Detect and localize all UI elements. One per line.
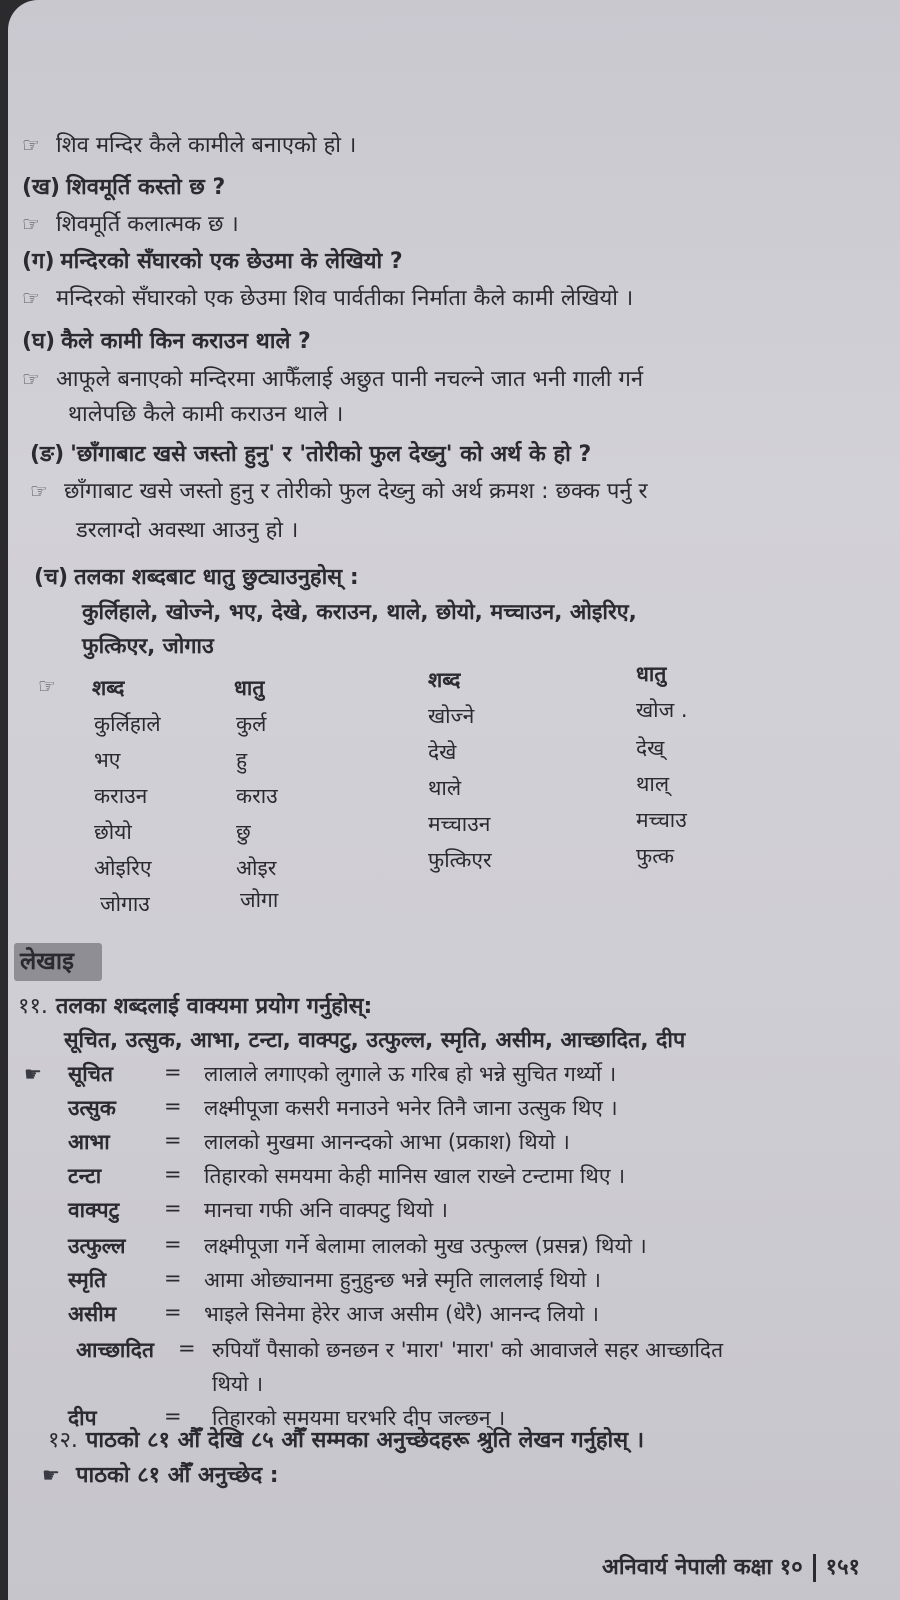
footer-divider <box>813 1554 816 1582</box>
table-cell-root: ओइर <box>236 856 277 880</box>
question-cha: (च) तलका शब्दबाट धातु छुट्याउनुहोस् : <box>34 565 359 590</box>
answer-nga-cont: डरलाग्दो अवस्था आउनु हो । <box>76 518 299 543</box>
q12-sub: ☛ पाठको ८१ औँ अनुच्छेद : <box>42 1460 279 1491</box>
table-cell-word: ओइरिए <box>94 856 152 880</box>
sentence-word: टन्टा <box>68 1164 102 1188</box>
section-heading: लेखाइ <box>20 947 74 975</box>
example-sentence: तिहारको समयमा केही मानिस खाल राख्ने टन्टामा थिए । <box>204 1164 626 1188</box>
table-cell-word: छोयो <box>94 820 132 844</box>
page-number: १५१ <box>825 1555 860 1580</box>
table-cell-word: फुत्किएर <box>428 848 492 872</box>
table-header-root-right: धातु <box>636 662 667 686</box>
example-sentence: थियो । <box>212 1372 264 1396</box>
pointing-hand-icon: ☞ <box>22 286 40 310</box>
example-sentence: लालाले लगाएको लुगाले ऊ गरिब हो भन्ने सुचित गर्थ्यो । <box>204 1062 617 1086</box>
pointing-hand-icon: ☛ <box>24 1062 42 1086</box>
pointing-hand-icon: ☞ <box>22 367 40 391</box>
example-sentence: तिहारको समयमा घरभरि दीप जल्छन् । <box>212 1406 506 1430</box>
sentence-word: उत्सुक <box>68 1096 116 1120</box>
answer-gha: ☞ आफूले बनाएको मन्दिरमा आफैँलाई अछुत पानी नचल्ने जात भनी गाली गर्न <box>22 364 643 395</box>
equals-sign: = <box>164 1196 182 1220</box>
table-cell-root: खोज . <box>636 698 688 722</box>
table-cell-root: थाल् <box>636 772 670 796</box>
pointing-hand-icon: ☛ <box>42 1463 60 1487</box>
equals-sign: = <box>164 1060 182 1084</box>
equals-sign: = <box>164 1094 182 1118</box>
pointing-hand-icon: ☞ <box>22 212 40 236</box>
equals-sign: = <box>164 1300 182 1324</box>
pointing-hand-icon: ☞ <box>22 133 40 157</box>
answer-ga: ☞ मन्दिरको सँघारको एक छेउमा शिव पार्वतीका निर्माता कैले कामी लेखियो । <box>22 283 633 314</box>
equals-sign: = <box>164 1266 182 1290</box>
table-cell-root: कराउ <box>236 784 278 808</box>
table-cell-root: फुत्क <box>636 844 674 868</box>
example-sentence: लक्ष्मीपूजा कसरी मनाउने भनेर तिनै जाना उत्सुक थिए । <box>204 1096 618 1120</box>
table-cell-word: खोज्ने <box>428 704 475 728</box>
table-cell-root: हु <box>236 748 248 772</box>
table-header-root-left: धातु <box>234 676 265 700</box>
answer-ka: ☞ शिव मन्दिर कैले कामीले बनाएको हो । <box>22 130 356 161</box>
table-cell-word: जोगाउ <box>100 892 150 916</box>
table-cell-word: थाले <box>428 776 462 800</box>
example-sentence: भाइले सिनेमा हेरेर आज असीम (धेरै) आनन्द लियो । <box>204 1302 599 1326</box>
sentence-word: दीप <box>68 1406 97 1430</box>
answer-kha: ☞ शिवमूर्ति कलात्मक छ । <box>22 209 239 240</box>
page-footer <box>602 1551 860 1582</box>
table-header-word-left: शब्द <box>92 676 125 700</box>
pointing-hand-icon: ☞ <box>30 479 48 503</box>
table-header-word-right: शब्द <box>428 668 461 692</box>
example-sentence: आमा ओछ्यानमा हुनुहुन्छ भन्ने स्मृति लाललाई थियो । <box>204 1268 601 1292</box>
question-12: १२. पाठको ८१ औँ देखि ८५ औँ सम्मका अनुच्छेदहरू श्रुति लेखन गर्नुहोस् । <box>48 1428 645 1453</box>
sentence-word: सूचित <box>68 1062 113 1086</box>
table-cell-root: छु <box>236 820 251 844</box>
example-sentence: मानचा गफी अनि वाक्पटु थियो । <box>204 1198 449 1222</box>
word-list-line1: कुर्लिहाले, खोज्ने, भए, देखे, कराउन, थाले, छोयो, मच्चाउन, ओइरिए, <box>82 600 637 625</box>
question-gha: (घ) कैले कामी किन कराउन थाले ? <box>22 329 311 354</box>
example-sentence: रुपियाँ पैसाको छनछन र 'मारा' 'मारा' को आवाजले सहर आच्छादित <box>212 1338 724 1362</box>
sentence-word: आच्छादित <box>76 1338 154 1362</box>
example-sentence: लालको मुखमा आनन्दको आभा (प्रकाश) थियो । <box>204 1130 570 1154</box>
question-11: ११. तलका शब्दलाई वाक्यमा प्रयोग गर्नुहोस्: <box>18 994 373 1019</box>
table-cell-root: मच्चाउ <box>636 808 687 832</box>
equals-sign: = <box>164 1232 182 1256</box>
table-cell-root: जोगा <box>240 888 279 912</box>
sentence-word: वाक्पटु <box>68 1198 120 1222</box>
pointing-hand-icon: ☞ <box>38 674 56 698</box>
q11-word-list: सूचित, उत्सुक, आभा, टन्टा, वाक्पटु, उत्फुल्ल, स्मृति, असीम, आच्छादित, दीप <box>64 1028 686 1053</box>
equals-sign: = <box>164 1128 182 1152</box>
sentence-word: आभा <box>68 1130 110 1154</box>
table-cell-word: कुर्लिहाले <box>94 712 161 736</box>
table-cell-root: कुर्ल <box>236 712 267 736</box>
table-cell-word: देखे <box>428 740 457 764</box>
table-cell-word: भए <box>94 748 121 772</box>
table-cell-word: कराउन <box>94 784 148 808</box>
sentence-word: उत्फुल्ल <box>68 1234 126 1258</box>
equals-sign: = <box>164 1162 182 1186</box>
table-cell-root: देख् <box>636 736 665 760</box>
answer-gha-cont: थालेपछि कैले कामी कराउन थाले । <box>68 402 344 427</box>
question-ga: (ग) मन्दिरको सँघारको एक छेउमा के लेखियो ? <box>22 249 403 274</box>
table-cell-word: मच्चाउन <box>428 812 491 836</box>
equals-sign: = <box>178 1336 196 1360</box>
sentence-word: स्मृति <box>68 1268 107 1292</box>
equals-sign: = <box>164 1404 182 1428</box>
question-kha: (ख) शिवमूर्ति कस्तो छ ? <box>22 175 226 200</box>
sentence-word: असीम <box>68 1302 117 1326</box>
book-title: अनिवार्य नेपाली कक्षा १० <box>602 1555 803 1580</box>
textbook-page <box>8 0 900 1600</box>
word-list-line2: फुत्किएर, जोगाउ <box>82 634 214 659</box>
question-nga: (ङ) 'छाँगाबाट खसे जस्तो हुनु' र 'तोरीको फुल देख्नु' को अर्थ के हो ? <box>30 442 592 467</box>
answer-nga: ☞ छाँगाबाट खसे जस्तो हुनु र तोरीको फुल देख्नु को अर्थ क्रमश : छक्क पर्नु र <box>30 476 648 507</box>
example-sentence: लक्ष्मीपूजा गर्ने बेलामा लालको मुख उत्फुल्ल (प्रसन्न) थियो । <box>204 1234 647 1258</box>
